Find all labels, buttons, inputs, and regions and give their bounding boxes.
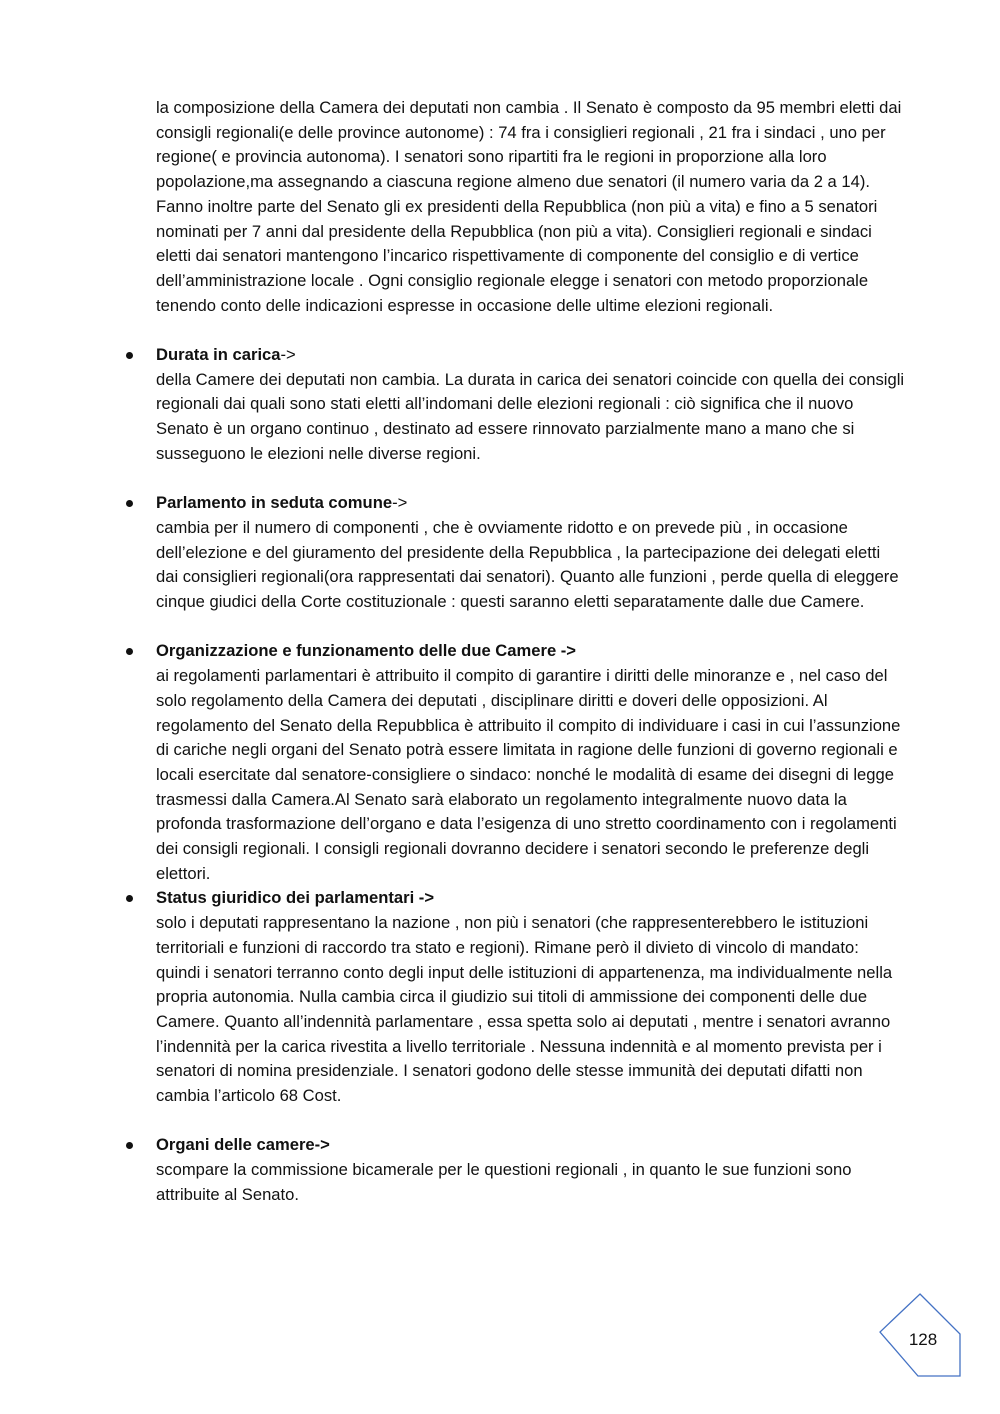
document-content — [156, 96, 906, 1208]
section-title: Organizzazione e funzionamento delle due Camere -> — [156, 641, 576, 661]
section-arrow: -> — [280, 345, 296, 365]
bullet-icon — [126, 500, 133, 507]
section-status-giuridico — [156, 886, 906, 1108]
section-title: Durata in carica — [156, 345, 281, 365]
section-body: cambia per il numero di componenti , che è ovviamente ridotto e on prevede più , in occasione dell’elezione e del giuramento del presidente della Repubblica , la partecipazione dei delegati eletti dai consiglieri regionali(ora rappresentati dai senatori). Quanto alle funzioni , perde quella di eleggere cinque giudici della Corte costituzionale : questi saranno eletti separatamente dalle due Camere. — [156, 517, 899, 612]
section-body: solo i deputati rappresentano la nazione , non più i senatori (che rappresenterebbero le istituzioni territoriali e funzioni di raccordo tra stato e regioni). Rimane però il divieto di vincolo di mandato: quindi i senatori terranno conto degli input delle istituzioni di appartenenza, ma individualmente nella propria autonomia. Nulla cambia circa il giudizio sui titoli di ammissione dei componenti delle due Camere. Quanto all’indennità parlamentare , essa spetta solo ai deputati , mentre i senatori avranno l’indennità per la carica rivestita a livello territoriale . Nessuna indennità e al momento prevista per i senatori di nomina presidenziale. I senatori godono delle stesse immunità dei deputati difatti non cambia l’articolo 68 Cost. — [156, 913, 893, 1106]
section-body: scompare la commissione bicamerale per le questioni regionali , in quanto le sue funzioni sono attribuite al Senato. — [156, 1160, 852, 1204]
intro-paragraph: la composizione della Camera dei deputati non cambia . Il Senato è composto da 95 membri eletti dai consigli regionali(e delle province autonome) : 74 fra i consiglieri regionali , 21 fra i sindaci , uno per regione( e provincia autonoma). I senatori sono ripartiti fra le regioni in proporzione alla loro popolazione,ma assegnando a ciascuna regione almeno due senatori (il numero varia da 2 a 14). Fanno inoltre parte del Senato gli ex presidenti della Repubblica (non più a vita) e fino a 5 senatori nominati per 7 anni dal presidente della Repubblica (non più a vita). Consiglieri regionali e sindaci eletti dai senatori mantengono l’incarico rispettivamente di componente del consiglio e di vertice dell’amministrazione locale . Ogni consiglio regionale elegge i senatori con metodo proporzionale tenendo conto delle indicazioni espresse in occasione delle ultime elezioni regionali. — [156, 98, 902, 315]
section-durata-in-carica — [156, 343, 906, 467]
section-title: Organi delle camere-> — [156, 1135, 330, 1155]
section-organizzazione-funzionamento — [156, 639, 906, 886]
bullet-icon — [126, 352, 133, 359]
section-organi-delle-camere — [156, 1133, 906, 1207]
bullet-icon — [126, 1142, 133, 1149]
page-number: 128 — [908, 1330, 938, 1349]
section-body: della Camere dei deputati non cambia. La durata in carica dei senatori coincide con quella dei consigli regionali dai quali sono stati eletti all’indomani delle elezioni regionali : ciò significa che il nuovo Senato è un organo continuo , destinato ad essere rinnovato parzialmente mano a mano che si susseguono le elezioni nelle diverse regioni. — [156, 369, 905, 463]
section-title: Status giuridico dei parlamentari -> — [156, 888, 435, 908]
section-parlamento-seduta-comune — [156, 491, 906, 615]
bullet-icon — [126, 895, 133, 902]
section-title: Parlamento in seduta comune — [156, 493, 393, 513]
section-body: ai regolamenti parlamentari è attribuito il compito di garantire i diritti delle minoranze e , nel caso del solo regolamento della Camera dei deputati , disciplinare diritti e doveri delle opposizioni. Al regolamento del Senato della Repubblica è attribuito il compito di individuare i casi in cui l’assunzione di cariche negli organi del Senato potrà essere limitata in ragione delle funzioni di governo regionali e locali esercitate dal senatore-consigliere o sindaco: nonché le modalità di esame dei disegni di legge trasmessi dalla Camera.Al Senato sarà elaborato un regolamento integralmente nuovo data la profonda trasformazione dell’organo e data l’esigenza di uno stretto coordinamento con i regolamenti dei consigli regionali. I consigli regionali dovranno decidere i senatori secondo le preferenze degli elettori. — [156, 666, 901, 883]
bullet-icon — [126, 648, 133, 655]
section-arrow: -> — [392, 493, 408, 513]
